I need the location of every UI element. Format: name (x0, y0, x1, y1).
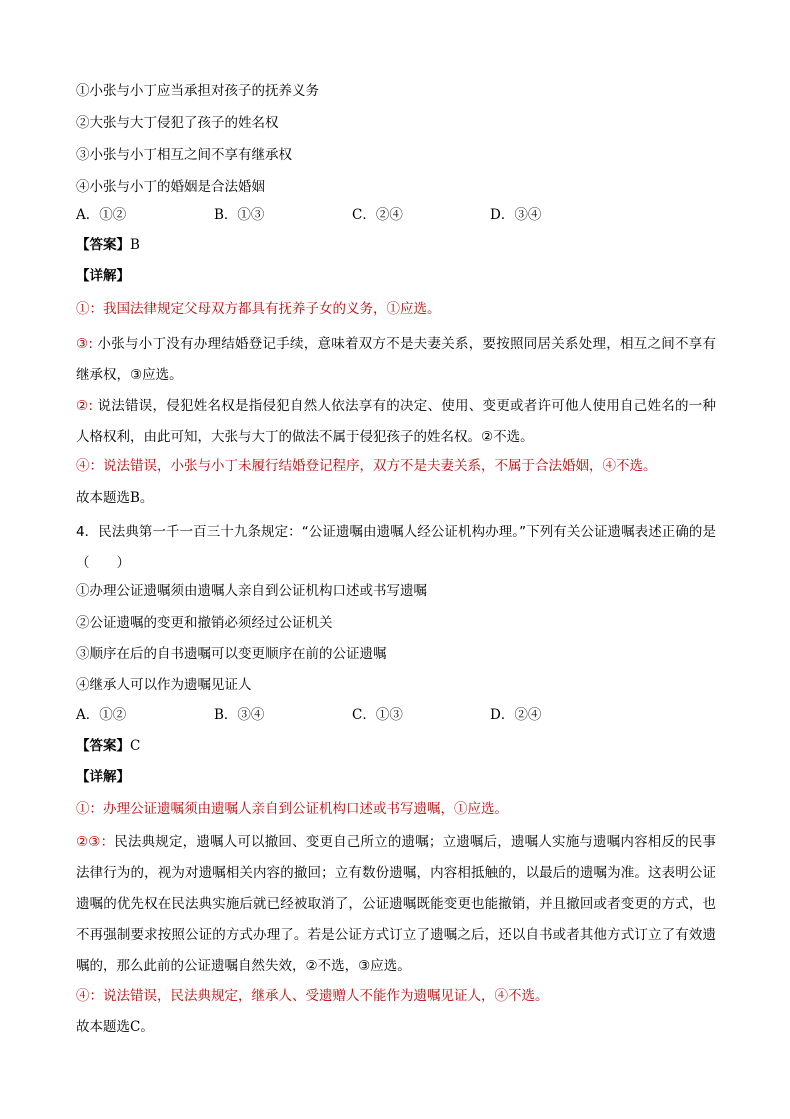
q4-explain-2-text: 民法典规定，遗嘱人可以撤回、变更自己所立的遗嘱；立遗嘱后，遗嘱人实施与遗嘱内容相反的民事法律行为的，视为对遗嘱相关内容的撤回；立有数份遗嘱，内容相抵触的，以最后的遗嘱为准。这表明公证遗嘱的优先权在民法典实施后就已经被取消了，公证遗嘱既能变更也能撤销，并且撤回或者变更的方式，也不再强制要求按照公证的方式办理了。若是公证方式订立了遗嘱之后，还以自书或者其他方式订立了有效遗嘱的，那么此前的公证遗嘱自然失效，②不选，③应选。 (76, 834, 716, 974)
q3-explain-3 (76, 391, 716, 453)
q4-statement-2: ②公证遗嘱的变更和撤销必须经过公证机关 (76, 615, 333, 631)
q4-explain-1: ①：办理公证遗嘱须由遗嘱人亲自到公证机构口述或书写遗嘱，①应选。 (76, 801, 508, 817)
q4-stem: 4．民法典第一千一百三十九条规定：“公证遗嘱由遗嘱人经公证机构办理。”下列有关公证遗嘱表述正确的是（ ） (76, 524, 716, 571)
q4-statement-1: ①办理公证遗嘱须由遗嘱人亲自到公证机构口述或书写遗嘱 (76, 583, 427, 599)
q3-statement-4: ④小张与小丁的婚姻是合法婚姻 (76, 179, 265, 195)
q3-explain-3-marker: ②: (76, 398, 93, 414)
q4-explain-3: ④：说法错误，民法典规定，继承人、受遗赠人不能作为遗嘱见证人，④不选。 (76, 988, 549, 1004)
q4-statement-4: ④继承人可以作为遗嘱见证人 (76, 677, 252, 693)
q3-explain-3-text: 说法错误，侵犯姓名权是指侵犯自然人依法享有的决定、使用、变更或者许可他人使用自己姓名的一种人格权利，由此可知，大张与大丁的做法不属于侵犯孩子的姓名权。②不选。 (76, 398, 716, 445)
q4-explain-2 (76, 827, 716, 982)
q3-option-b: B．①③ (214, 207, 265, 223)
q3-detail-label: 【详解】 (76, 268, 130, 284)
q3-statement-1: ①小张与小丁应当承担对孩子的抚养义务 (76, 83, 319, 99)
q3-explain-2-text: 小张与小丁没有办理结婚登记手续，意味着双方不是夫妻关系，要按照同居关系处理，相互之间不享有继承权，③应选。 (76, 336, 716, 383)
q3-answer (76, 235, 140, 255)
q4-answer-label: 【答案】 (76, 738, 130, 754)
q3-answer-value: B (130, 237, 140, 253)
q3-statement-3: ③小张与小丁相互之间不享有继承权 (76, 147, 292, 163)
q4-option-d: D．②④ (490, 707, 542, 723)
q4-answer (76, 736, 140, 756)
q3-answer-label: 【答案】 (76, 237, 130, 253)
q4-option-b: B．③④ (214, 707, 265, 723)
q4-explain-2-marker: ②③： (76, 834, 115, 850)
q3-explain-2 (76, 329, 716, 391)
q4-option-c: C．①③ (352, 707, 403, 723)
q3-option-d: D．③④ (490, 207, 542, 223)
q4-answer-value: C (130, 738, 141, 754)
q4-option-a: A．①② (76, 707, 127, 723)
q3-explain-2-marker: ③: (76, 336, 93, 352)
q4-statement-3: ③顺序在后的自书遗嘱可以变更顺序在前的公证遗嘱 (76, 646, 387, 662)
q4-detail-label: 【详解】 (76, 769, 130, 785)
q3-conclusion: 故本题选B。 (76, 490, 154, 506)
q3-explain-1: ①：我国法律规定父母双方都具有抚养子女的义务，①应选。 (76, 301, 441, 317)
q3-statement-2: ②大张与大丁侵犯了孩子的姓名权 (76, 115, 279, 131)
q3-option-a: A．①② (76, 207, 127, 223)
q4-conclusion: 故本题选C。 (76, 1019, 154, 1035)
q3-option-c: C．②④ (352, 207, 403, 223)
q3-explain-4: ④：说法错误，小张与小丁未履行结婚登记程序，双方不是夫妻关系，不属于合法婚姻，④不选。 (76, 458, 657, 474)
